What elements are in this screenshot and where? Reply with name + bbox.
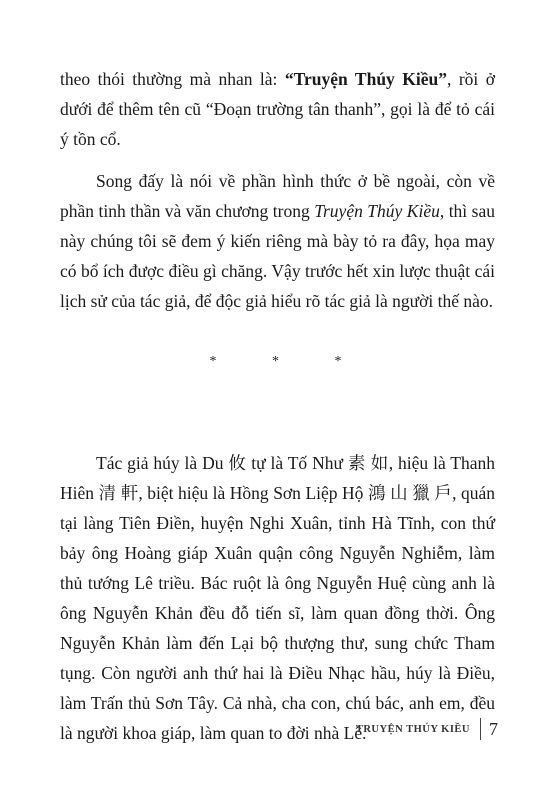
paragraph-author-biography: Tác giả húy là Du 攸 tự là Tố Như 素 如, hiệu là Thanh Hiên 清 軒, biệt hiệu là Hồng Sơn Liệp Hộ 鴻 山 獵 戶, quán tại làng Tiên Điền, huyện Nghi Xuân, tỉnh Hà Tĩnh, con thứ bảy ông Hoàng giáp Xuân quận công Nguyễn Nghiễm, làm thủ tướng Lê triều. Bác ruột là ông Nguyễn Huệ cùng anh là ông Nguyễn Khản đều đỗ tiến sĩ, làm quan đồng thời. Ông Nguyễn Khản làm đến Lại bộ thượng thư, sung chức Tham tụng. Còn người anh thứ hai là Điều Nhạc hầu, húy là Điều, làm Trấn thủ Sơn Tây. Cả nhà, cha con, chú bác, anh em, đều là người khoa giáp, làm quan to đời nhà Lê. — [60, 453, 495, 743]
paragraph-title-note — [60, 64, 495, 154]
running-title: TRUYỆN THÚY KIỀU — [355, 723, 470, 735]
book-title-italic: Truyện Thúy Kiều — [314, 201, 440, 221]
paragraph-1-start: theo thói thường mà nhan là: — [60, 69, 285, 89]
book-title-bold: “Truyện Thúy Kiều” — [284, 69, 447, 89]
paragraph-2-start: Song đấy là nói về phần hình thức ở bề ngoài, còn về phần tinh thần và văn chương trong — [60, 171, 495, 221]
page-body — [60, 64, 495, 748]
section-separator: * * * — [209, 354, 368, 369]
page-footer — [356, 718, 498, 740]
page-number: 7 — [489, 718, 498, 739]
paragraph-form-and-spirit — [60, 166, 495, 316]
paragraph-2-end: , thì sau này chúng tôi sẽ đem ý kiến riêng mà bày tỏ ra đây, họa may có bổ ích được điều gì chăng. Vậy trước hết xin lược thuật cái lịch sử của tác giả, để độc giả hiểu rõ tác giả là người thế nào. — [60, 201, 495, 311]
paragraph-1-end: , rồi ở dưới để thêm tên cũ “Đoạn trường tân thanh”, gọi là để tỏ cái ý tồn cổ. — [60, 69, 496, 149]
footer-divider — [480, 718, 481, 740]
